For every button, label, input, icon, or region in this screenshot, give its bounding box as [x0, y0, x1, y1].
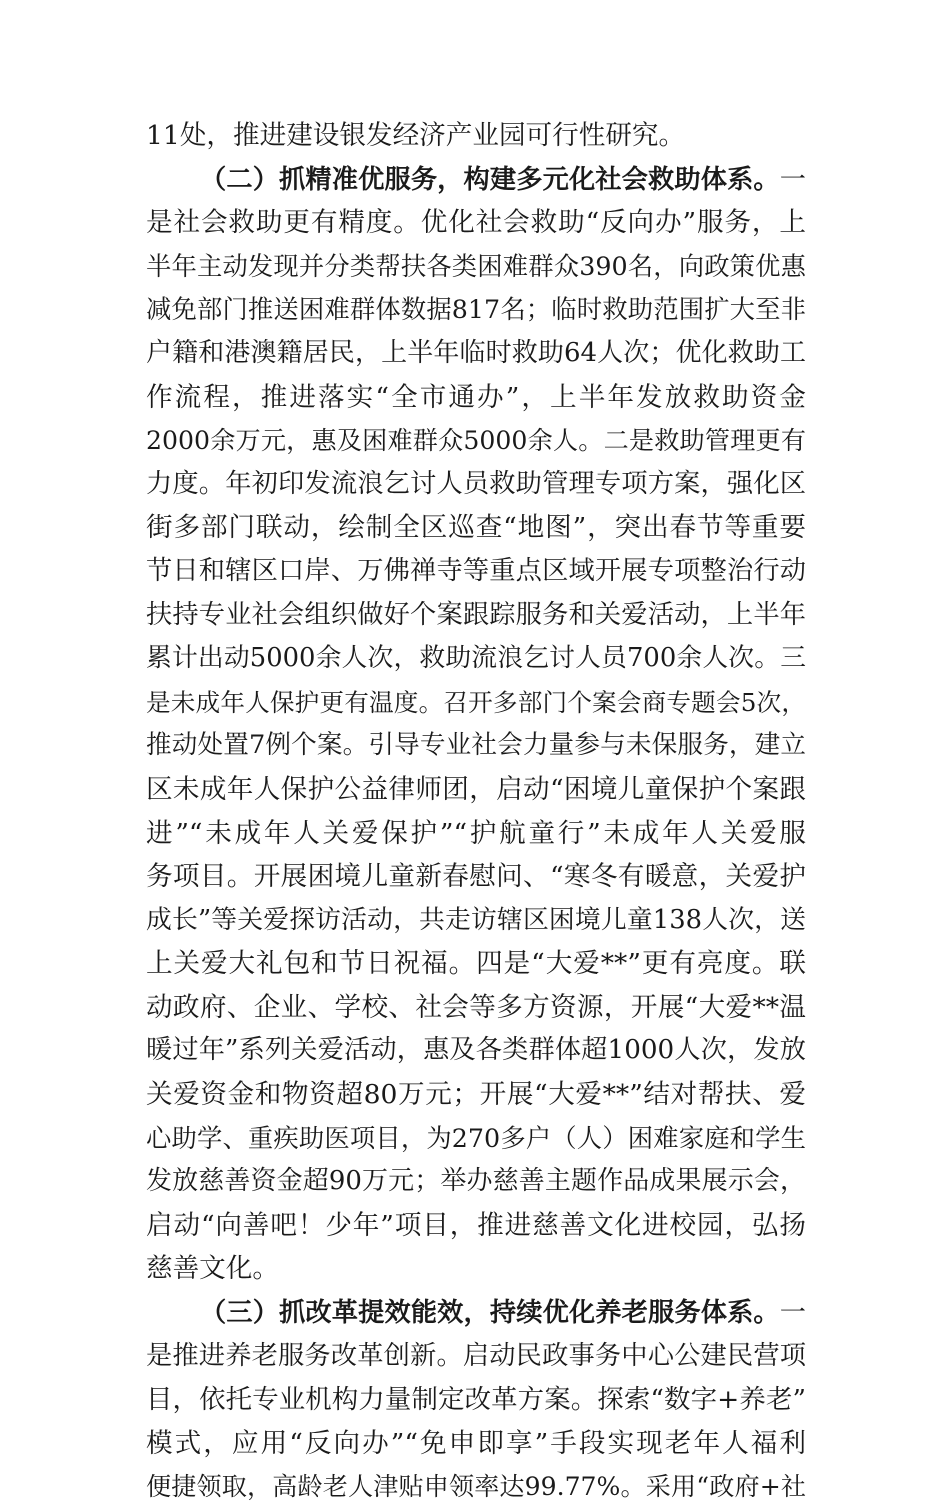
line-text: 成长”等关爱探访活动，共走访辖区困境儿童138人次，送 [146, 904, 806, 935]
text-line [146, 812, 806, 856]
line-text: 街多部门联动，绘制全区巡查“地图”，突出春节等重要 [146, 512, 806, 544]
text-line [146, 463, 806, 507]
line-text: 区未成年人保护公益律师团，启动“困境儿童保护个案跟 [146, 773, 806, 805]
line-text: 模式，应用“反向办”“免申即享”手段实现老年人福利 [146, 1427, 806, 1459]
section-heading: （三）抓改革提效能效，持续优化养老服务体系。 [200, 1297, 780, 1329]
line-text: 半年主动发现并分类帮扶各类困难群众390名，向政策优惠 [146, 250, 806, 281]
line-text: 目，依托专业机构力量制定改革方案。探索“数字+养老” [146, 1384, 806, 1416]
line-text: 是推进养老服务改革创新。启动民政事务中心公建民营项 [146, 1340, 806, 1371]
text-line [146, 594, 806, 638]
line-text: 务项目。开展困境儿童新春慰问、“寒冬有暖意，关爱护 [146, 861, 806, 893]
line-text: 节日和辖区口岸、万佛禅寺等重点区域开展专项整治行动 [146, 555, 806, 586]
line-text: 推动处置7例个案。引导专业社会力量参与未保服务，建立 [146, 730, 806, 761]
line-text: 扶持专业社会组织做好个案跟踪服务和关爱活动，上半年 [146, 599, 806, 630]
text-line [146, 1117, 806, 1161]
text-line [146, 637, 806, 681]
line-text: 发放慈善资金超90万元；举办慈善主题作品成果展示会， [146, 1166, 806, 1197]
line-text: 是未成年人保护更有温度。召开多部门个案会商专题会5次， [146, 687, 806, 717]
line-text: 启动“向善吧！少年”项目，推进慈善文化进校园，弘扬 [146, 1209, 806, 1241]
line-text: 暖过年”系列关爱活动，惠及各类群体超1000人次，发放 [146, 1035, 806, 1066]
line-text: 累计出动5000余人次，救助流浪乞讨人员700余人次。三 [146, 643, 806, 674]
line-text: 便捷领取，高龄老人津贴申领率达99.77%。采用“政府+社 [146, 1472, 806, 1502]
line-text: 2000余万元，惠及困难群众5000余人。二是救助管理更有 [146, 426, 806, 456]
text-line [146, 768, 806, 812]
line-text: 减免部门推送困难群体数据817名；临时救助范围扩大至非 [146, 294, 806, 325]
text-line [146, 1073, 806, 1117]
line-text: 动政府、企业、学校、社会等多方资源，开展“大爱**温 [146, 991, 806, 1023]
text-line [146, 245, 806, 289]
text-line [146, 506, 806, 550]
text-line [146, 1378, 806, 1422]
text-line [146, 855, 806, 899]
text-line [146, 288, 806, 332]
text-line [146, 986, 806, 1030]
text-line [146, 1160, 806, 1204]
text-line [146, 550, 806, 594]
line-text: 是社会救助更有精度。优化社会救助“反向办”服务，上 [146, 207, 806, 239]
text-line [146, 942, 806, 986]
text-line [146, 1465, 806, 1509]
text-line [146, 1422, 806, 1466]
line-text: 关爱资金和物资超80万元；开展“大爱**”结对帮扶、爱 [146, 1079, 806, 1111]
line-text: 慈善文化。 [146, 1253, 279, 1285]
text-line [146, 376, 806, 420]
line-text: 11处，推进建设银发经济产业园可行性研究。 [146, 120, 686, 151]
text-line [146, 201, 806, 245]
line-text: 心助学、重疾助医项目，为270多户（人）困难家庭和学生 [146, 1122, 806, 1153]
text-line [146, 158, 806, 202]
text-line [146, 1247, 806, 1291]
text-line [146, 1029, 806, 1073]
text-line [146, 1204, 806, 1248]
line-text: 上关爱大礼包和节日祝福。四是“大爱**”更有亮度。联 [146, 948, 806, 980]
text-line [146, 114, 806, 158]
text-line [146, 899, 806, 943]
line-text: 一 [779, 1298, 806, 1329]
section-heading: （二）抓精准优服务，构建多元化社会救助体系。 [200, 163, 780, 195]
line-text: 进”“未成年人关爱保护”“护航童行”未成年人关爱服 [146, 817, 806, 849]
text-line [146, 1291, 806, 1335]
text-line [146, 1335, 806, 1379]
line-text: 作流程，推进落实“全市通办”，上半年发放救助资金 [146, 381, 806, 413]
body-text [146, 114, 806, 1509]
text-line [146, 332, 806, 376]
text-line [146, 681, 806, 725]
line-text: 户籍和港澳籍居民，上半年临时救助64人次；优化救助工 [146, 337, 806, 368]
line-text: 一 [779, 164, 806, 195]
text-line [146, 724, 806, 768]
text-line [146, 419, 806, 463]
line-text: 力度。年初印发流浪乞讨人员救助管理专项方案，强化区 [146, 468, 806, 499]
